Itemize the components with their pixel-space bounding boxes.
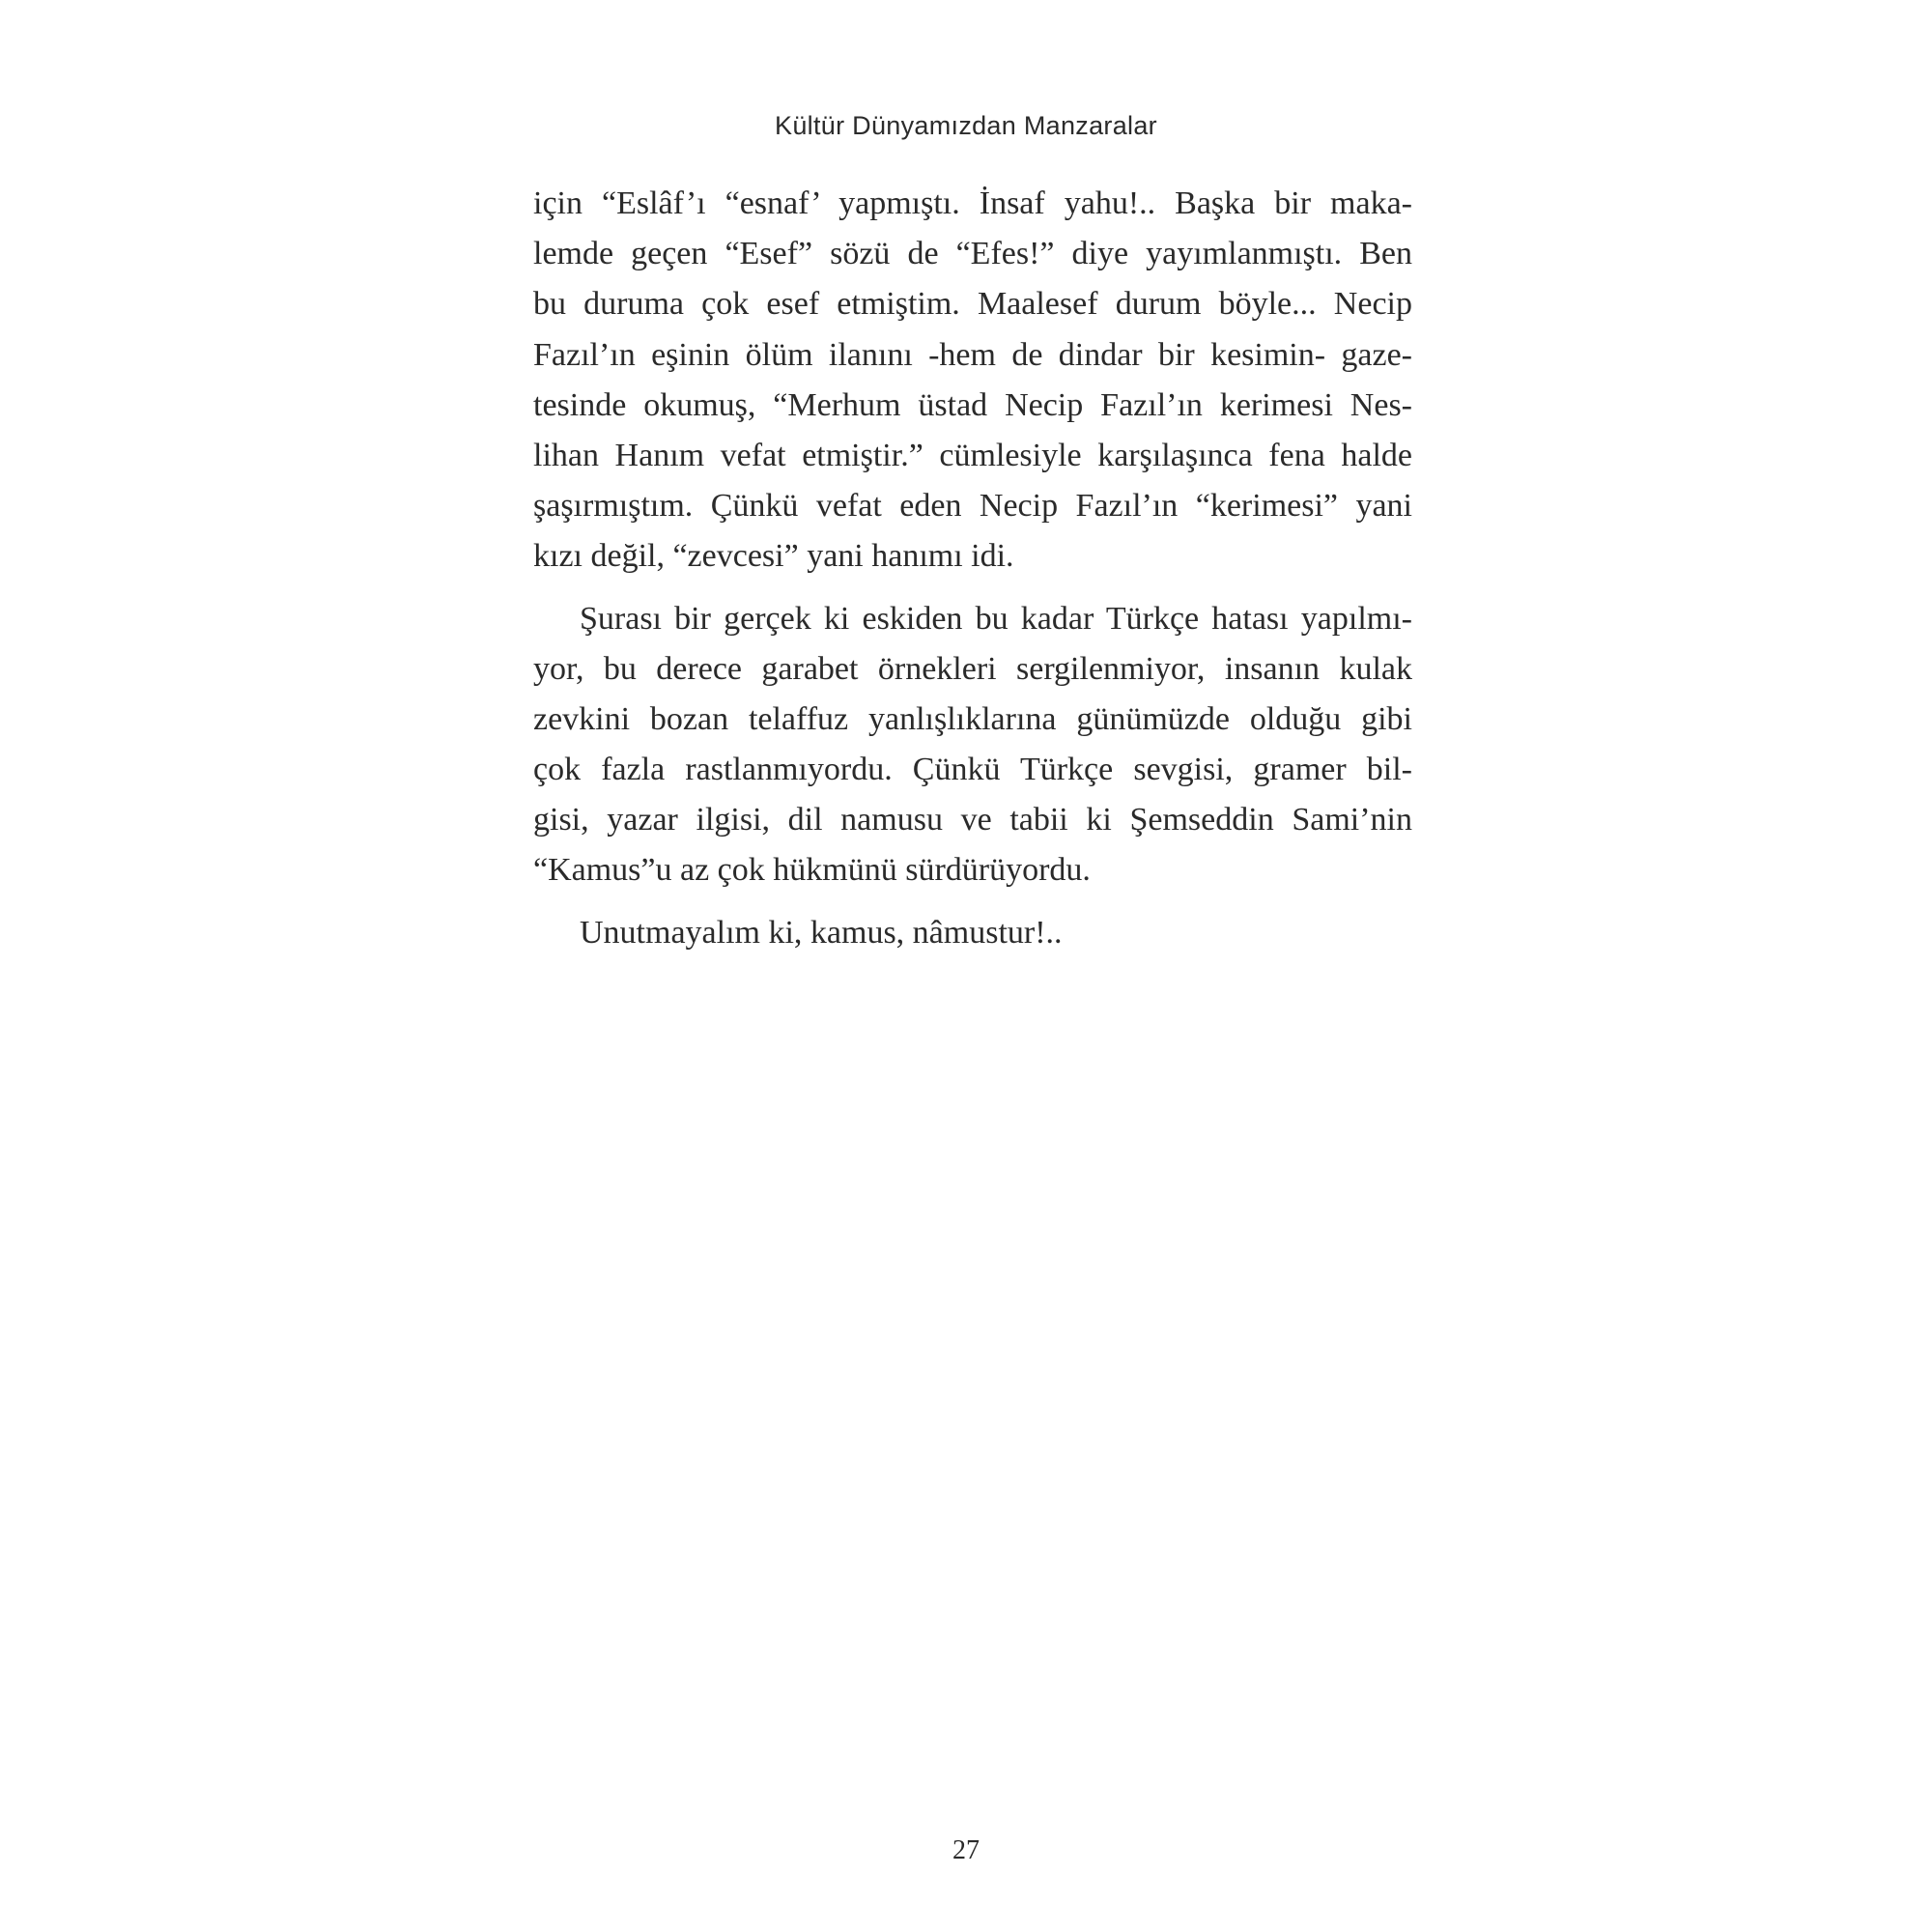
text-line: lemde geçen “Esef” sözü de “Efes!” diye yayımlanmıştı. Ben	[533, 236, 1412, 272]
text-line: kızı değil, “zevcesi” yani hanımı idi.	[533, 538, 1014, 575]
paragraph-2	[533, 594, 1412, 896]
text-line: “Kamus”u az çok hükmünü sürdürüyordu.	[533, 852, 1091, 889]
text-line: zevkini bozan telaffuz yanlışlıklarına günümüzde olduğu gibi	[533, 700, 1412, 737]
text-line: Şurası bir gerçek ki eskiden bu kadar Türkçe hatası yapılmı-	[580, 600, 1412, 637]
page-number: 27	[952, 1835, 980, 1865]
text-line: bu duruma çok esef etmiştim. Maalesef durum böyle... Necip	[533, 286, 1412, 323]
text-line: şaşırmıştım. Çünkü vefat eden Necip Fazıl’ın “kerimesi” yani	[533, 488, 1412, 525]
text-line: çok fazla rastlanmıyordu. Çünkü Türkçe sevgisi, gramer bil-	[533, 752, 1412, 788]
text-line: Fazıl’ın eşinin ölüm ilanını -hem de dindar bir kesimin- gaze-	[533, 336, 1412, 373]
running-header-title: Kültür Dünyamızdan Manzaralar	[775, 111, 1157, 140]
text-line: yor, bu derece garabet örnekleri sergilenmiyor, insanın kulak	[533, 650, 1412, 687]
paragraph-spacing	[533, 896, 1412, 908]
text-line: için “Eslâf’ı “esnaf’ yapmıştı. İnsaf yahu!.. Başka bir maka-	[533, 185, 1412, 221]
paragraph-1	[533, 179, 1412, 582]
text-line: lihan Hanım vefat etmiştir.” cümlesiyle karşılaşınca fena halde	[533, 437, 1412, 473]
text-line: Unutmayalım ki, kamus, nâmustur!..	[580, 914, 1063, 951]
text-line: gisi, yazar ilgisi, dil namusu ve tabii ki Şemseddin Sami’nin	[533, 802, 1412, 838]
paragraph-spacing	[533, 582, 1412, 594]
text-line: tesinde okumuş, “Merhum üstad Necip Fazıl’ın kerimesi Nes-	[533, 386, 1412, 423]
body-text	[533, 179, 1412, 958]
paragraph-3	[533, 908, 1412, 958]
